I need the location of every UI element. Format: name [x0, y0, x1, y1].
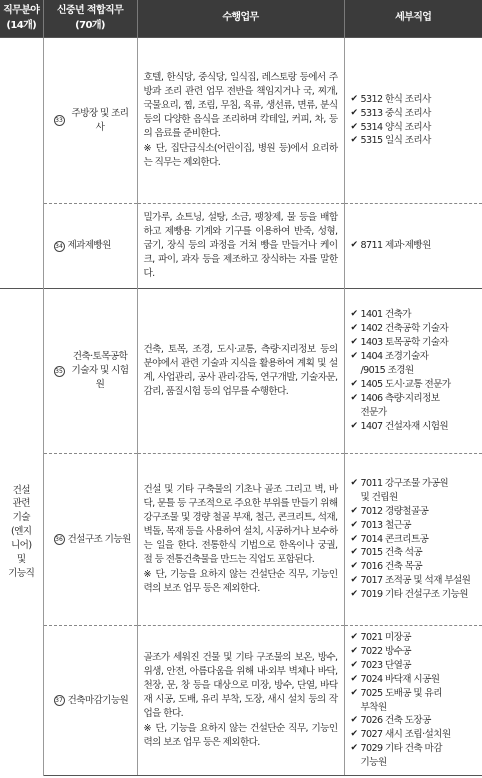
duty-text: 건축, 토목, 조경, 도시·교통, 측량·지리정보 등의 분야에서 관련 기술과 지식을 활용하여 계획 및 설계, 사업관리, 공사 관리·감독, 연구개발, 기술자문, 감리, 품질시험 등의 업무를 수행한다. — [143, 344, 338, 397]
check-icon: ✔ — [350, 533, 358, 544]
field-cell: 건설 관련 기술 (엔지 니어) 및 기능직 — [0, 289, 43, 776]
header-field: 직무분야 (14개) — [0, 0, 43, 38]
detail-cell — [344, 454, 482, 626]
job-title: 주방장 및 조리사 — [71, 107, 129, 133]
detail-cell — [344, 289, 482, 454]
job-cell — [43, 454, 137, 626]
list-item: ✔ 1407 건설자재 시험원 — [350, 420, 449, 432]
job-cell — [43, 626, 137, 776]
check-icon: ✔ — [350, 575, 358, 586]
duty-cell — [137, 454, 344, 626]
item-number: 33 — [55, 117, 63, 124]
list-item: ✔ 7029 기타 건축 마감 기능원 — [350, 743, 442, 769]
duty-note: ※ 단, 기능을 요하지 않는 건설단순 직무, 기능인력의 보조 업무 등은 제외한다. — [143, 568, 338, 594]
job-title: 건설구조 기능원 — [67, 533, 131, 545]
check-icon: ✔ — [350, 589, 358, 600]
list-item: ✔ 7016 건축 목공 — [350, 561, 423, 573]
list-item: ✔ 1402 건축공학 기술자 — [350, 323, 449, 335]
check-icon: ✔ — [350, 673, 358, 684]
job-title: 건축마감기능원 — [67, 694, 129, 706]
list-item: ✔ 7019 기타 건설구조 기능원 — [350, 589, 468, 601]
job-title: 건축·토목공학 기술자 및 시험원 — [71, 351, 129, 390]
check-icon: ✔ — [350, 121, 358, 132]
check-icon: ✔ — [350, 93, 358, 104]
check-icon: ✔ — [350, 378, 358, 389]
check-icon: ✔ — [350, 547, 358, 558]
check-icon: ✔ — [350, 743, 358, 754]
list-item: ✔ 1403 토목공학 기술자 — [350, 337, 449, 349]
check-icon: ✔ — [350, 659, 358, 670]
duty-text: 건설 및 기타 구축물의 기초나 골조 그리고 벽, 바닥, 문틀 등 구조적으로 주요한 부위를 만들기 위해 강구조물 및 경량 철골 부재, 철근, 콘크리트, 석재, 벽돌, 목재 등을 사용하여 설치, 시공하거나 보수하는 일을 한다. 전통한식 기법으로 한옥이나 궁궐, 절 등 전통건축물을 만드는 직업도 포함된다. — [143, 484, 338, 565]
check-icon: ✔ — [350, 687, 358, 698]
duty-note: ※ 단, 집단급식소(어린이집, 병원 등)에서 요리하는 직무는 제외한다. — [143, 142, 338, 168]
table-row — [0, 38, 482, 204]
check-icon: ✔ — [350, 729, 358, 740]
header-job: 신중년 적합직무 (70개) — [43, 0, 137, 38]
list-item: ✔ 7012 경량철골공 — [350, 505, 429, 517]
duty-cell — [137, 289, 344, 454]
detail-cell — [344, 38, 482, 204]
list-item: ✔ 1404 조경기술자 /9015 조경원 — [350, 351, 429, 377]
table-row — [0, 289, 482, 454]
list-item: ✔ 8711 제과·제빵원 — [350, 240, 431, 252]
list-item: ✔ 1406 측량·지리정보 전문가 — [350, 392, 440, 418]
check-icon: ✔ — [350, 477, 358, 488]
check-icon: ✔ — [350, 631, 358, 642]
item-number: 34 — [55, 242, 63, 250]
check-icon: ✔ — [350, 309, 358, 320]
job-cell — [43, 289, 137, 454]
check-icon: ✔ — [350, 505, 358, 516]
check-icon: ✔ — [350, 323, 358, 334]
check-icon: ✔ — [350, 392, 358, 403]
duty-text: 호텔, 한식당, 중식당, 일식집, 레스토랑 등에서 주방과 조리 관련 업무 전반을 책임지거나 국, 찌개, 국물요리, 찜, 조림, 무침, 육류, 생선류, 면류, 분식 등의 다양한 음식을 조리하며 칵테일, 커피, 차, 등의 음료를 준비한다. — [143, 72, 338, 139]
table-row — [0, 454, 482, 626]
list-item: ✔ 7027 새시 조립·설치원 — [350, 729, 451, 741]
list-item: ✔ 7015 건축 석공 — [350, 547, 423, 559]
list-item: ✔ 7011 강구조물 가공원 및 건립원 — [350, 477, 449, 503]
list-item: ✔ 5314 양식 조리사 — [350, 121, 431, 133]
list-item: ✔ 7023 단열공 — [350, 659, 411, 671]
check-icon: ✔ — [350, 420, 358, 431]
check-icon: ✔ — [350, 337, 358, 348]
list-item: ✔ 7022 방수공 — [350, 645, 411, 657]
duty-text: 밀가루, 쇼트닝, 설탕, 소금, 팽창제, 물 등을 배합하고 제빵용 기계와 기구를 이용하여 반죽, 성형, 굽기, 장식 등의 과정을 거쳐 빵을 만들거나 케이크, 파이, 과자 등을 제조하고 장식하는 자를 말한다. — [143, 212, 338, 279]
list-item: ✔ 7013 철근공 — [350, 519, 411, 531]
check-icon: ✔ — [350, 519, 358, 530]
job-cell — [43, 204, 137, 289]
check-icon: ✔ — [350, 135, 358, 146]
item-number: 35 — [55, 367, 63, 375]
table-row — [0, 204, 482, 289]
list-item: ✔ 1405 도시·교통 전문가 — [350, 378, 451, 390]
list-item: ✔ 5312 한식 조리사 — [350, 93, 431, 105]
job-cell — [43, 38, 137, 204]
check-icon: ✔ — [350, 645, 358, 656]
field-cell — [0, 38, 43, 289]
list-item: ✔ 7014 콘크리트공 — [350, 533, 429, 545]
duty-note: ※ 단, 기능을 요하지 않는 건설단순 직무, 기능인력의 보조 업무 등은 제외한다. — [143, 722, 338, 748]
job-title: 제과제빵원 — [67, 240, 111, 252]
table-row — [0, 626, 482, 776]
table-header — [0, 0, 482, 38]
list-item: ✔ 7025 도배공 및 유리 부착원 — [350, 687, 442, 713]
list-item: ✔ 5313 중식 조리사 — [350, 107, 431, 119]
check-icon: ✔ — [350, 107, 358, 118]
check-icon: ✔ — [350, 351, 358, 362]
detail-cell — [344, 204, 482, 289]
duty-cell — [137, 38, 344, 204]
check-icon: ✔ — [350, 240, 358, 251]
check-icon: ✔ — [350, 561, 358, 572]
detail-cell — [344, 626, 482, 776]
list-item: ✔ 1401 건축가 — [350, 309, 411, 321]
item-number: 36 — [55, 536, 63, 543]
list-item: ✔ 5315 일식 조리사 — [350, 135, 431, 147]
list-item: ✔ 7021 미장공 — [350, 631, 411, 643]
header-duty: 수행업무 — [137, 0, 344, 38]
list-item: ✔ 7017 조적공 및 석재 부설원 — [350, 575, 471, 587]
duty-cell — [137, 204, 344, 289]
duty-cell — [137, 626, 344, 776]
duty-text: 골조가 세워진 건물 및 기타 구조물의 보온, 방수, 위생, 안전, 아름다움을 위해 내·외부 벽체나 바닥, 천장, 문, 창 등을 대상으로 미장, 방수, 단열, 바닥재 시공, 도배, 유리 부착, 도장, 새시 설치 등의 작업을 한다. — [143, 652, 338, 719]
list-item: ✔ 7026 건축 도장공 — [350, 715, 431, 727]
list-item: ✔ 7024 바닥재 시공원 — [350, 673, 440, 685]
item-number: 37 — [55, 697, 63, 704]
header-detail: 세부직업 — [344, 0, 482, 38]
check-icon: ✔ — [350, 715, 358, 726]
